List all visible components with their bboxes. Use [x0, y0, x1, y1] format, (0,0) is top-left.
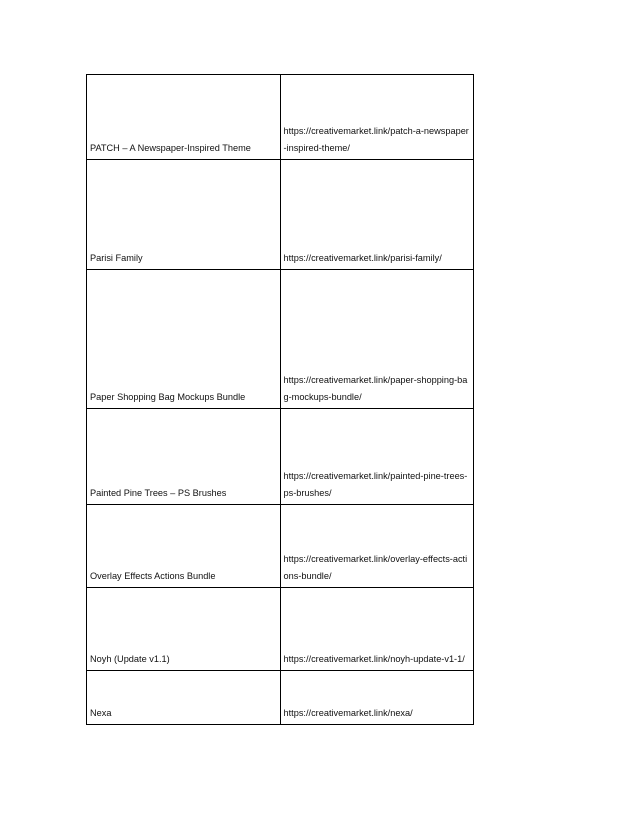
table-row	[87, 409, 474, 505]
product-link[interactable]: https://creativemarket.link/noyh-update-v1-1/	[283, 654, 465, 664]
product-title: Nexa	[90, 708, 112, 718]
product-title-cell	[87, 270, 281, 409]
product-title: Overlay Effects Actions Bundle	[90, 571, 216, 581]
product-links-table	[86, 74, 474, 725]
product-title: PATCH – A Newspaper-Inspired Theme	[90, 143, 251, 153]
product-link-cell	[280, 671, 474, 725]
product-link[interactable]: https://creativemarket.link/parisi-family/	[283, 253, 442, 263]
product-link-cell	[280, 160, 474, 270]
product-title: Painted Pine Trees – PS Brushes	[90, 488, 227, 498]
table-row	[87, 505, 474, 588]
product-title-cell	[87, 505, 281, 588]
table-row	[87, 160, 474, 270]
product-link[interactable]: https://creativemarket.link/paper-shopping-bag-mockups-bundle/	[283, 375, 468, 402]
product-link-cell	[280, 409, 474, 505]
product-title-cell	[87, 160, 281, 270]
product-link-cell	[280, 75, 474, 160]
product-title-cell	[87, 409, 281, 505]
product-link[interactable]: https://creativemarket.link/patch-a-newspaper-inspired-theme/	[283, 126, 469, 153]
product-title: Parisi Family	[90, 253, 143, 263]
product-link-cell	[280, 588, 474, 671]
table-row	[87, 671, 474, 725]
product-link[interactable]: https://creativemarket.link/nexa/	[283, 708, 413, 718]
product-link[interactable]: https://creativemarket.link/painted-pine-trees-ps-brushes/	[283, 471, 468, 498]
table-row	[87, 270, 474, 409]
product-title-cell	[87, 75, 281, 160]
product-link[interactable]: https://creativemarket.link/overlay-effects-actions-bundle/	[283, 554, 468, 581]
product-link-cell	[280, 270, 474, 409]
product-title: Noyh (Update v1.1)	[90, 654, 170, 664]
table-row	[87, 75, 474, 160]
product-title: Paper Shopping Bag Mockups Bundle	[90, 392, 246, 402]
product-title-cell	[87, 588, 281, 671]
product-title-cell	[87, 671, 281, 725]
table-row	[87, 588, 474, 671]
product-link-cell	[280, 505, 474, 588]
